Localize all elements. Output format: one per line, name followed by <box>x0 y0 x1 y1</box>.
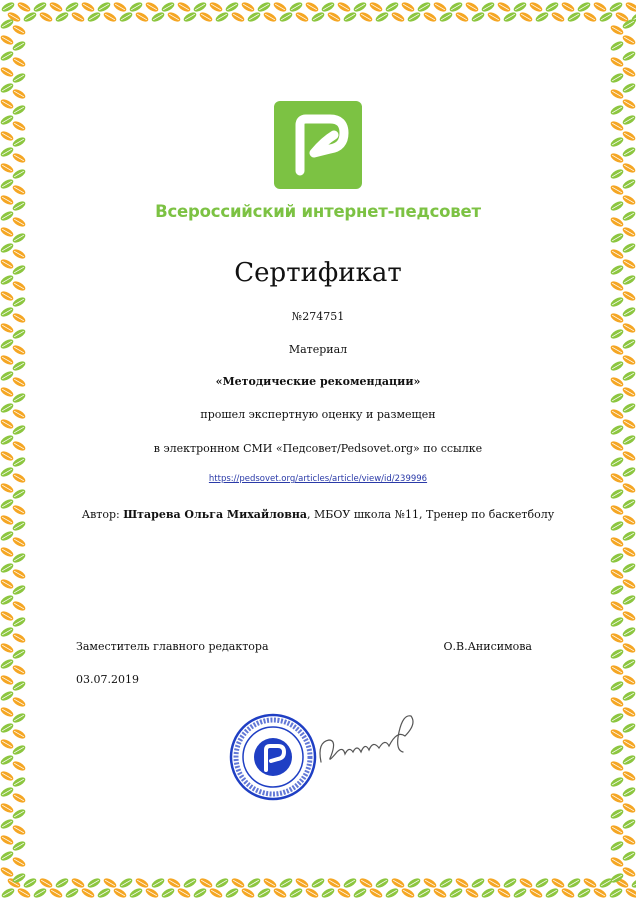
certificate-page <box>28 22 608 874</box>
author-details: , МБОУ школа №11, Тренер по баскетболу <box>307 508 555 521</box>
pedsovet-logo-icon <box>274 101 362 189</box>
material-title: «Методические рекомендации» <box>215 375 421 388</box>
signatory-position: Заместитель главного редактора <box>76 640 269 653</box>
certificate-title: Сертификат <box>234 258 402 288</box>
author-line <box>28 508 608 521</box>
stamp-seal <box>228 712 318 802</box>
signature <box>313 702 423 772</box>
certificate-date: 03.07.2019 <box>76 673 139 686</box>
material-label: Материал <box>288 343 348 356</box>
author-label: Автор: <box>81 508 120 521</box>
signatory-name: О.В.Анисимова <box>443 640 532 653</box>
org-name: Всероссийский интернет-педсовет <box>155 202 481 221</box>
review-text: прошел экспертную оценку и размещен <box>200 408 436 421</box>
publication-text: в электронном СМИ «Педсовет/Pedsovet.org» по ссылке <box>153 442 483 455</box>
certificate-number: №274751 <box>291 310 345 323</box>
author-name: Штарева Ольга Михайловна <box>123 508 308 521</box>
article-link[interactable]: https://pedsovet.org/articles/article/view/id/239996 <box>208 474 428 484</box>
